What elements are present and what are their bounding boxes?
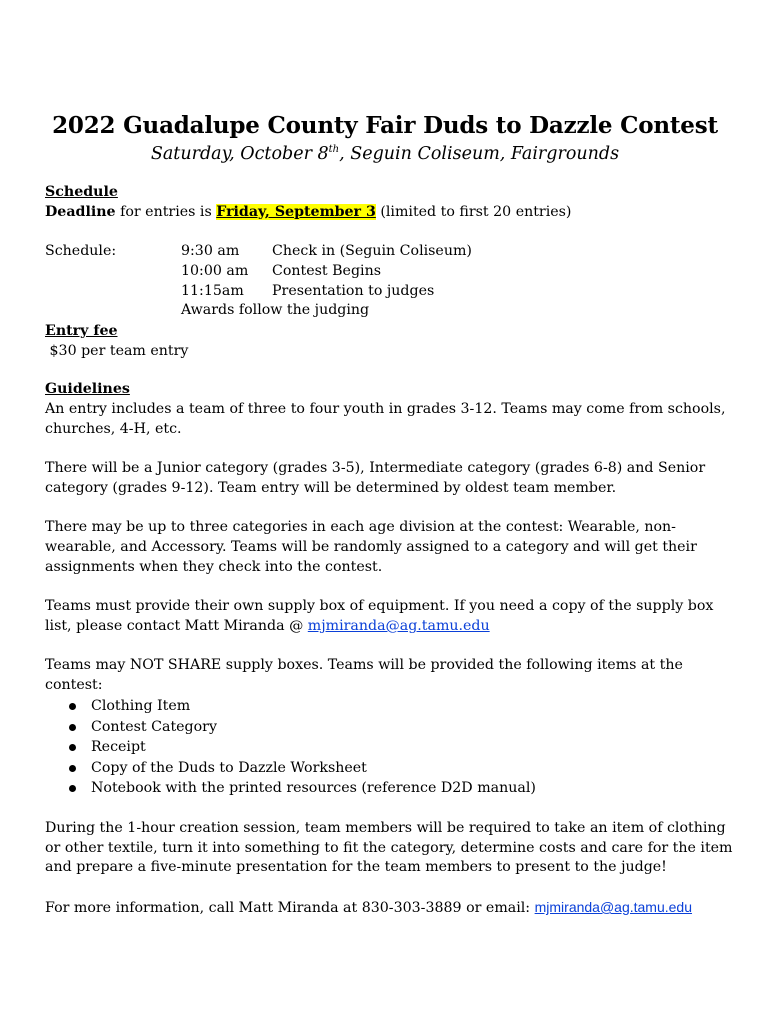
schedule-event: Presentation to judges: [272, 283, 435, 299]
page-subtitle: [0, 141, 770, 167]
more-info-line: [45, 898, 692, 919]
bullet-icon: [69, 703, 76, 710]
guideline-text: There will be a Junior category (grades 3-5), Intermediate category (grades 6-8) and Senior: [45, 460, 706, 476]
guideline-text: An entry includes a team of three to four youth in grades 3-12. Teams may come from schools,: [45, 401, 726, 417]
guideline-text: assignments when they check into the contest.: [45, 559, 383, 575]
guideline-text: Teams may NOT SHARE supply boxes. Teams will be provided the following items at the: [45, 657, 683, 673]
guideline-text: There may be up to three categories in each age division at the contest: Wearable, non-: [45, 519, 676, 535]
bullet-icon: [69, 785, 76, 792]
subtitle-date: Saturday, October 8: [150, 144, 329, 164]
deadline-note: (limited to first 20 entries): [375, 204, 572, 220]
guideline-text: churches, 4-H, etc.: [45, 421, 182, 437]
entry-fee-text: $30 per team entry: [45, 343, 189, 359]
contact-text: list, please contact Matt Miranda @: [45, 618, 308, 634]
guidelines-heading: Guidelines: [45, 381, 130, 397]
guideline-text: and prepare a five-minute presentation for the team members to present to the judge!: [45, 859, 667, 875]
bullet-icon: [69, 724, 76, 731]
entry-fee-heading: Entry fee: [45, 323, 118, 339]
guideline-text: category (grades 9-12). Team entry will be determined by oldest team member.: [45, 480, 617, 496]
list-item: Notebook with the printed resources (reference D2D manual): [45, 778, 725, 799]
list-item: Contest Category: [45, 717, 725, 738]
email-link[interactable]: mjmiranda@ag.tamu.edu: [534, 899, 693, 915]
subtitle-ordinal: th: [328, 144, 340, 156]
deadline-label: Deadline: [45, 204, 116, 220]
guideline-text: wearable, and Accessory. Teams will be randomly assigned to a category and will get their: [45, 539, 697, 555]
guideline-contact-line: [45, 617, 490, 637]
more-info-text: For more information, call Matt Miranda at 830-303-3889 or email:: [45, 900, 535, 916]
deadline-line: [45, 203, 571, 223]
bullet-icon: [69, 765, 76, 772]
schedule-time: 11:15am: [181, 283, 244, 299]
schedule-label: Schedule:: [45, 243, 117, 259]
schedule-event: Contest Begins: [272, 263, 381, 279]
list-item: Copy of the Duds to Dazzle Worksheet: [45, 758, 725, 779]
guideline-text: or other textile, turn it into something to fit the category, determine costs and care for the item: [45, 840, 733, 856]
bullet-icon: [69, 744, 76, 751]
guideline-text: Teams must provide their own supply box of equipment. If you need a copy of the supply box: [45, 598, 714, 614]
schedule-awards: Awards follow the judging: [181, 302, 370, 318]
list-item: Clothing Item: [45, 696, 725, 717]
deadline-date: Friday, September 3: [216, 204, 376, 220]
guideline-text: During the 1-hour creation session, team members will be required to take an item of clothing: [45, 820, 726, 836]
schedule-heading: Schedule: [45, 184, 118, 200]
schedule-time: 10:00 am: [181, 263, 249, 279]
provided-items-list: [45, 696, 725, 799]
email-link[interactable]: mjmiranda@ag.tamu.edu: [307, 618, 490, 634]
page-title: 2022 Guadalupe County Fair Duds to Dazzle Contest: [52, 112, 718, 139]
schedule-time: 9:30 am: [181, 243, 240, 259]
schedule-event: Check in (Seguin Coliseum): [272, 243, 472, 259]
list-item: Receipt: [45, 737, 725, 758]
deadline-text: for entries is: [115, 204, 217, 220]
guideline-text: contest:: [45, 677, 103, 693]
subtitle-location: , Seguin Coliseum, Fairgrounds: [339, 144, 620, 164]
